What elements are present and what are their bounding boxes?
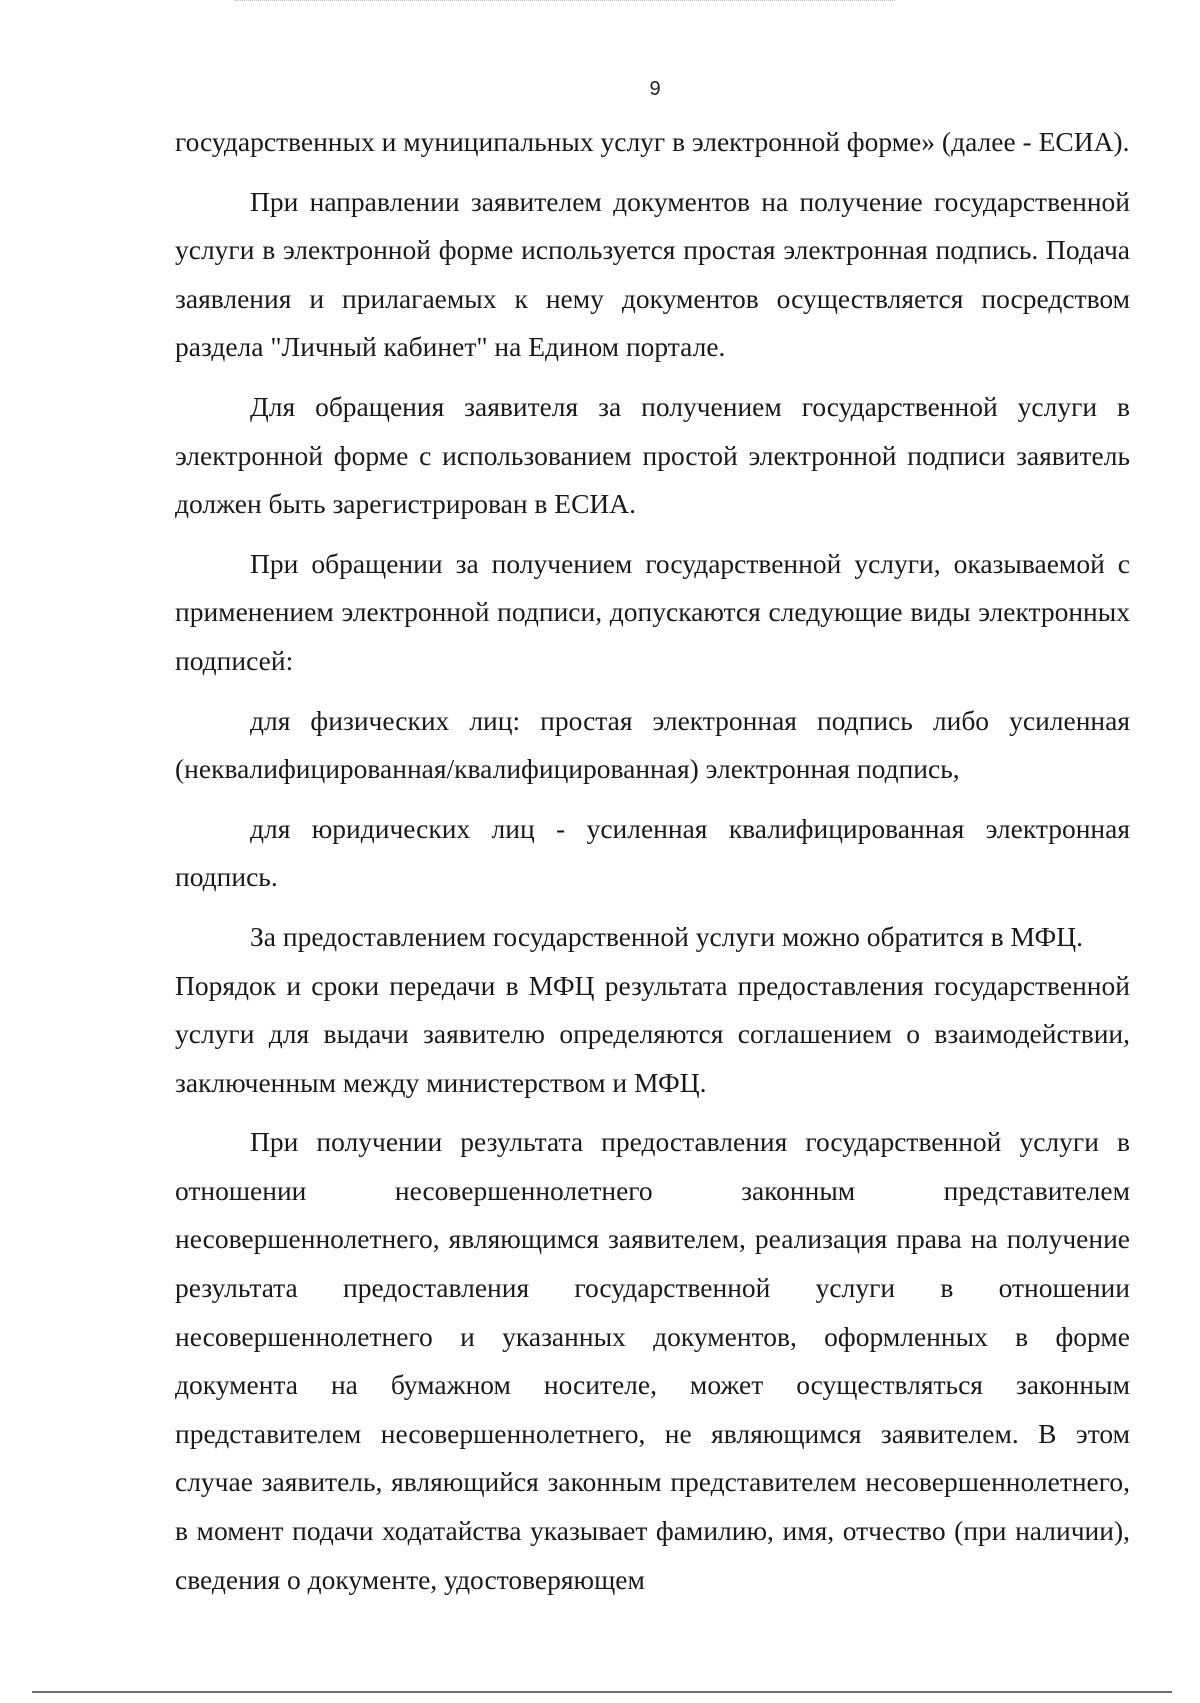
paragraph: При обращении за получением государственной услуги, оказываемой с применением электронной подписи, допускаются следующие виды электронных подписей:	[175, 547, 1130, 676]
paragraph: государственных и муниципальных услуг в электронной форме» (далее - ЕСИА).	[175, 126, 1130, 157]
paragraph: За предоставлением государственной услуги можно обратится в МФЦ.	[250, 920, 1084, 952]
document-body	[175, 118, 1130, 1604]
paragraph: для юридических лиц - усиленная квалифицированная электронная подпись.	[175, 812, 1130, 893]
page-number: 9	[649, 78, 661, 100]
paragraph: Порядок и сроки передачи в МФЦ результата предоставления государственной услуги для выдачи заявителю определяются соглашением о взаимодействии, заключенным между министерством и МФЦ.	[175, 969, 1130, 1098]
scan-edge-marks	[235, 0, 895, 4]
paragraph: Для обращения заявителя за получением государственной услуги в электронной форме с использованием простой электронной подписи заявитель должен быть зарегистрирован в ЕСИА.	[175, 390, 1130, 520]
paragraph: При направлении заявителем документов на получение государственной услуги в электронной форме используется простая электронная подпись. Подача заявления и прилагаемых к нему документов осуществляется посредством раздела "Личный кабинет" на Едином портале.	[175, 185, 1130, 363]
paragraph: При получении результата предоставления государственной услуги в отношении несовершеннолетнего законным представителем несовершеннолетнего, являющимся заявителем, реализация права на получение результата предоставления государственной услуги в отношении несовершеннолетнего и указанных документов, оформленных в форме документа на бумажном носителе, может осуществляться законным представителем несовершеннолетнего, не являющимся заявителем. В этом случае заявитель, являющийся законным представителем несовершеннолетнего, в момент подачи ходатайства указывает фамилию, имя, отчество (при наличии), сведения о документе, удостоверяющем	[175, 1126, 1130, 1595]
paragraph: для физических лиц: простая электронная подпись либо усиленная (неквалифицированная/квалифицированная) электронная подпись,	[175, 704, 1130, 785]
scan-bottom-edge	[32, 1691, 1172, 1693]
